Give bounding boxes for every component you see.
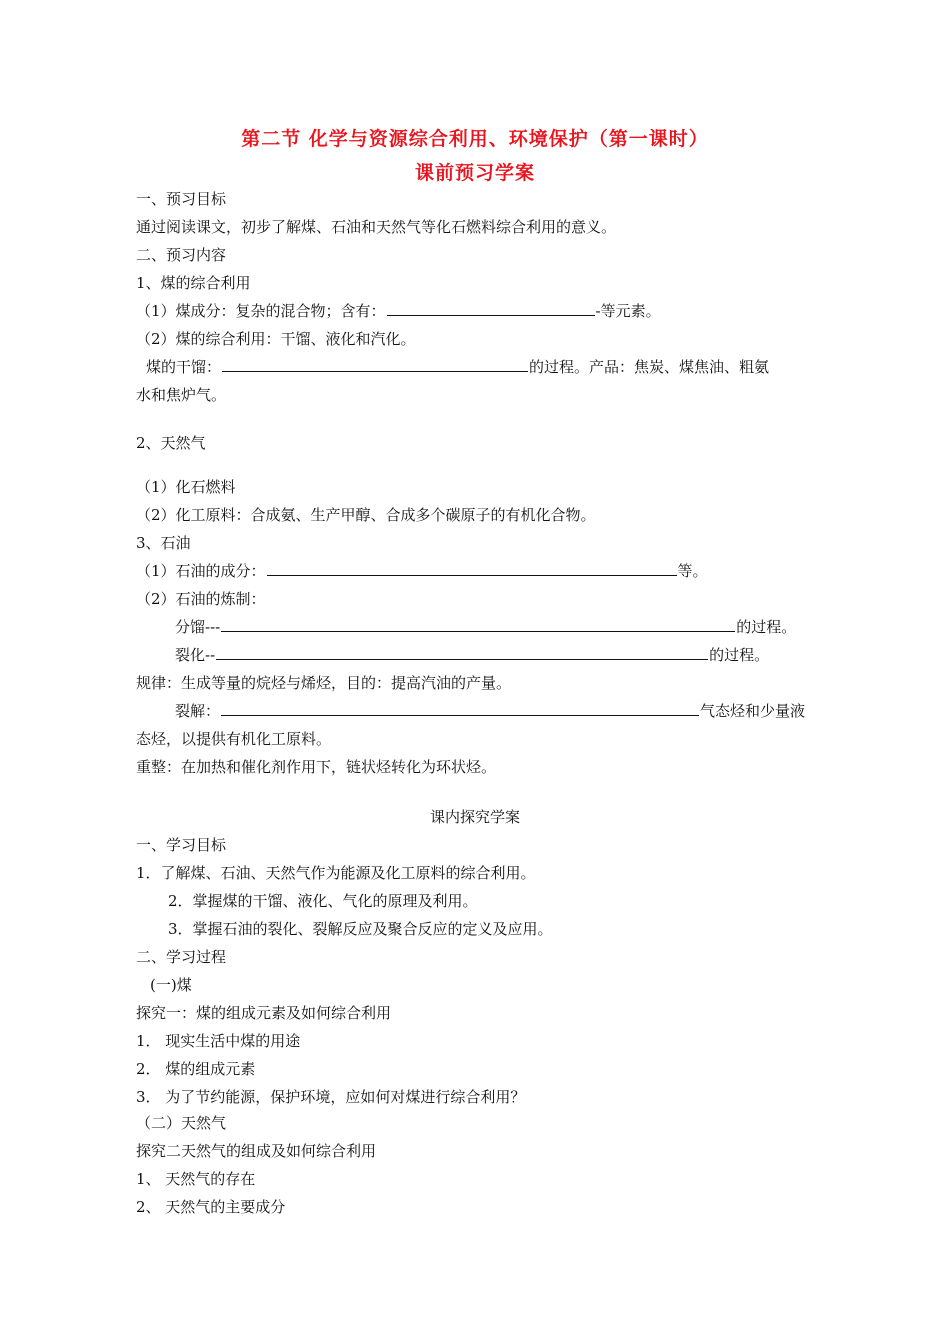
heading-preview-goal: 一、预习目标 xyxy=(136,190,227,208)
coal-distillation-cont: 水和焦炉气。 xyxy=(136,386,227,404)
reforming-line: 重整：在加热和催化剂作用下，链状烃转化为环状烃。 xyxy=(136,758,497,776)
inquiry-2-item-1: 1、 天然气的存在 xyxy=(136,1170,256,1188)
inquiry-2: 探究二天然气的组成及如何综合利用 xyxy=(136,1142,377,1160)
pyrolysis-cont: 态烃，以提供有机化工原料。 xyxy=(136,730,332,748)
coal-distillation-label: 煤的干馏： xyxy=(146,358,222,376)
coal-composition-label: （1）煤成分：复杂的混合物；含有： xyxy=(136,302,386,320)
learning-goal-3: 3．掌握石油的裂化、裂解反应及聚合反应的定义及应用。 xyxy=(168,920,553,938)
learning-goal-1: 1．了解煤、石油、天然气作为能源及化工原料的综合利用。 xyxy=(136,864,536,882)
cracking-line xyxy=(175,645,769,665)
section-coal: 1、煤的综合利用 xyxy=(136,274,251,292)
learning-goal-2: 2．掌握煤的干馏、液化、气化的原理及利用。 xyxy=(168,892,478,910)
inquiry-1: 探究一：煤的组成元素及如何综合利用 xyxy=(136,1004,392,1022)
fill-blank-petroleum-composition xyxy=(267,561,677,576)
fill-blank-fractionation xyxy=(221,617,735,632)
petroleum-composition-suffix: 等。 xyxy=(677,562,708,580)
gas-chemical-line: （2）化工原料：合成氨、生产甲醇、合成多个碳原子的有机化合物。 xyxy=(136,506,596,524)
gas-fuel-line: （1）化石燃料 xyxy=(136,478,236,496)
pyrolysis-suffix: 气态烃和少量液 xyxy=(700,702,806,720)
coal-composition-suffix: -等元素。 xyxy=(595,302,661,320)
inquiry-1-item-2: 2． 煤的组成元素 xyxy=(136,1060,256,1078)
cracking-label: 裂化-- xyxy=(175,646,216,664)
section-petroleum: 3、石油 xyxy=(136,534,191,552)
inclass-title: 课内探究学案 xyxy=(429,808,520,826)
coal-distillation-line xyxy=(146,357,769,377)
inquiry-2-item-2: 2、 天然气的主要成分 xyxy=(136,1198,286,1216)
fractionation-label: 分馏--- xyxy=(175,618,221,636)
petroleum-composition-line xyxy=(136,561,708,581)
fill-blank-coal-distillation xyxy=(222,357,528,372)
page-title: 第二节 化学与资源综合利用、环境保护（第一课时） xyxy=(241,128,709,150)
petroleum-refining-line: （2）石油的炼制： xyxy=(136,590,266,608)
coal-distillation-products: 的过程。产品：焦炭、煤焦油、粗氨 xyxy=(529,358,770,376)
petroleum-composition-label: （1）石油的成分： xyxy=(136,562,266,580)
coal-composition-line xyxy=(136,301,661,321)
inquiry-1-item-1: 1． 现实生活中煤的用途 xyxy=(136,1032,301,1050)
heading-learning-process: 二、学习过程 xyxy=(136,948,227,966)
fill-blank-cracking xyxy=(216,645,708,660)
heading-preview-content: 二、预习内容 xyxy=(136,246,227,264)
fill-blank-pyrolysis xyxy=(221,701,699,716)
inquiry-1-item-3: 3． 为了节约能源，保护环境，应如何对煤进行综合利用？ xyxy=(136,1088,526,1106)
page-subtitle: 课前预习学案 xyxy=(414,162,535,184)
fill-blank-coal-elements xyxy=(387,301,595,316)
pyrolysis-label: 裂解： xyxy=(175,702,221,720)
section-natural-gas: 2、天然气 xyxy=(136,434,206,452)
coal-utilization-line: （2）煤的综合利用：干馏、液化和汽化。 xyxy=(136,330,416,348)
rule-line: 规律：生成等量的烷烃与烯烃，目的：提高汽油的产量。 xyxy=(136,674,512,692)
part-natural-gas: （二）天然气 xyxy=(136,1114,227,1132)
heading-learning-goals: 一、学习目标 xyxy=(136,836,227,854)
cracking-suffix: 的过程。 xyxy=(709,646,770,664)
fractionation-line xyxy=(175,617,796,637)
pyrolysis-line xyxy=(175,701,805,721)
preview-goal-text: 通过阅读课文，初步了解煤、石油和天然气等化石燃料综合利用的意义。 xyxy=(136,218,617,236)
part-coal: (一)煤 xyxy=(150,976,192,994)
fractionation-suffix: 的过程。 xyxy=(736,618,797,636)
